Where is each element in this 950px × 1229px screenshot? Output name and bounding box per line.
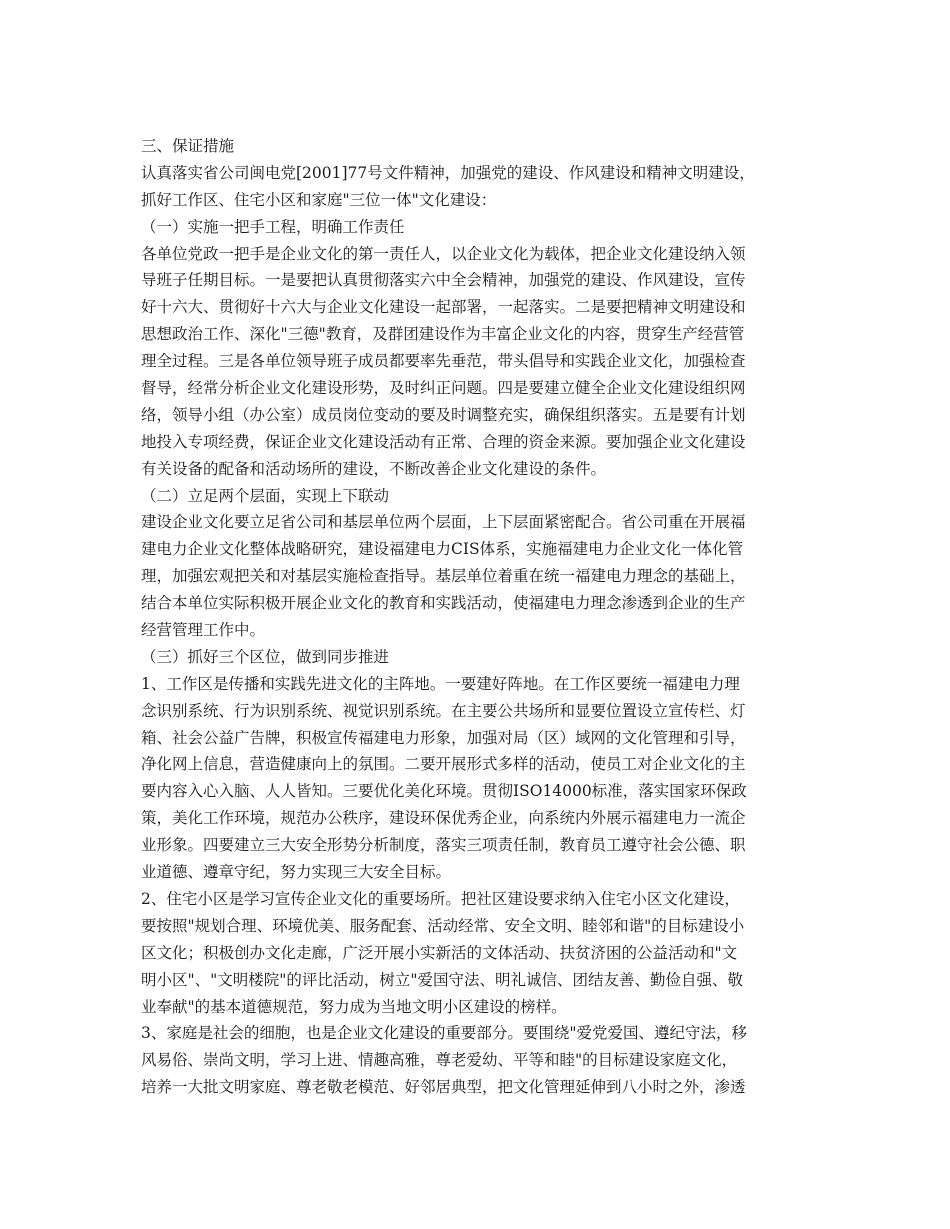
text-line: 认真落实省公司闽电党[2001]77号文件精神，加强党的建设、作风建设和精神文明建设，	[141, 163, 755, 182]
text-line: 风易俗、崇尚文明，学习上进、情趣高雅，尊老爱幼、平等和睦"的目标建设家庭文化，	[141, 1051, 738, 1070]
section-heading: 三、保证措施	[141, 137, 235, 155]
text-line: 1、工作区是传播和实践先进文化的主阵地。一要建好阵地。在工作区要统一福建电力理	[141, 674, 740, 693]
text-line: 业奉献"的基本道德规范，努力成为当地文明小区建设的榜样。	[141, 997, 567, 1016]
text-line: 箱、社会公益广告牌，积极宣传福建电力形象，加强对局（区）域网的文化管理和引导，	[141, 728, 746, 747]
text-line: 策，美化工作环境，规范办公秩序，建设环保优秀企业，向系统内外展示福建电力一流企	[141, 809, 746, 828]
text-line: 各单位党政一把手是企业文化的第一责任人，以企业文化为载体，把企业文化建设纳入领	[141, 244, 746, 263]
text-line: 念识别系统、行为识别系统、视觉识别系统。在主要公共场所和显要位置设立宣传栏、灯	[141, 701, 746, 720]
subsection-heading: （二）立足两个层面，实现上下联动	[141, 486, 390, 505]
text-line: 2、住宅小区是学习宣传企业文化的重要场所。把社区建设要求纳入住宅小区文化建设，	[141, 889, 740, 908]
text-line: 净化网上信息，营造健康向上的氛围。二要开展形式多样的活动，使员工对企业文化的主	[141, 755, 746, 774]
text-line: 抓好工作区、住宅小区和家庭"三位一体"文化建设：	[141, 190, 497, 209]
text-line: 业形象。四要建立三大安全形势分析制度，落实三项责任制，教育员工遵守社会公德、职	[141, 836, 746, 855]
text-line: 有关设备的配备和活动场所的建设，不断改善企业文化建设的条件。	[141, 459, 607, 478]
text-line: 经营管理工作中。	[141, 621, 266, 640]
text-line: 明小区"、"文明楼院"的评比活动，树立"爱国守法、明礼诚信、团结友善、勤俭自强、敬	[141, 970, 744, 989]
text-line: 要按照"规划合理、环境优美、服务配套、活动经常、安全文明、睦邻和谐"的目标建设小	[141, 916, 745, 935]
text-line: 3、家庭是社会的细胞，也是企业文化建设的重要部分。要围绕"爱党爱国、遵纪守法，移	[141, 1024, 747, 1043]
text-line: 业道德、遵章守纪，努力实现三大安全目标。	[141, 863, 452, 882]
text-line: 理全过程。三是各单位领导班子成员都要率先垂范，带头倡导和实践企业文化，加强检查	[141, 352, 746, 371]
subsection-heading: （一）实施一把手工程，明确工作责任	[141, 217, 405, 236]
text-line: 络，领导小组（办公室）成员岗位变动的要及时调整充实，确保组织落实。五是要有计划	[141, 405, 746, 424]
text-line: 督导，经常分析企业文化建设形势，及时纠正问题。四是要建立健全企业文化建设组织网	[141, 379, 746, 398]
text-line: 区文化；积极创办文化走廊，广泛开展小实新活的文体活动、扶贫济困的公益活动和"文	[141, 943, 738, 962]
text-line: 理，加强宏观把关和对基层实施检查指导。基层单位着重在统一福建电力理念的基础上，	[141, 567, 746, 586]
subsection-heading: （三）抓好三个区位，做到同步推进	[141, 647, 390, 666]
text-line: 结合本单位实际积极开展企业文化的教育和实践活动，使福建电力理念渗透到企业的生产	[141, 594, 746, 613]
text-line: 要内容入心入脑、人人皆知。三要优化美化环境。贯彻ISO14000标准，落实国家环保政	[141, 782, 747, 801]
document-body	[141, 133, 813, 1101]
text-line: 建电力企业文化整体战略研究，建设福建电力CIS体系，实施福建电力企业文化一体化管	[141, 540, 744, 559]
text-line: 好十六大、贯彻好十六大与企业文化建设一起部署，一起落实。二是要把精神文明建设和	[141, 298, 746, 317]
text-line: 培养一大批文明家庭、尊老敬老模范、好邻居典型，把文化管理延伸到八小时之外，渗透	[141, 1078, 746, 1097]
text-line: 地投入专项经费，保证企业文化建设活动有正常、合理的资金来源。要加强企业文化建设	[141, 432, 746, 451]
text-line: 思想政治工作、深化"三德"教育，及群团建设作为丰富企业文化的内容，贯穿生产经营管	[141, 325, 745, 344]
text-line: 建设企业文化要立足省公司和基层单位两个层面，上下层面紧密配合。省公司重在开展福	[141, 513, 746, 532]
text-line: 导班子任期目标。一是要把认真贯彻落实六中全会精神，加强党的建设、作风建设，宣传	[141, 271, 746, 290]
